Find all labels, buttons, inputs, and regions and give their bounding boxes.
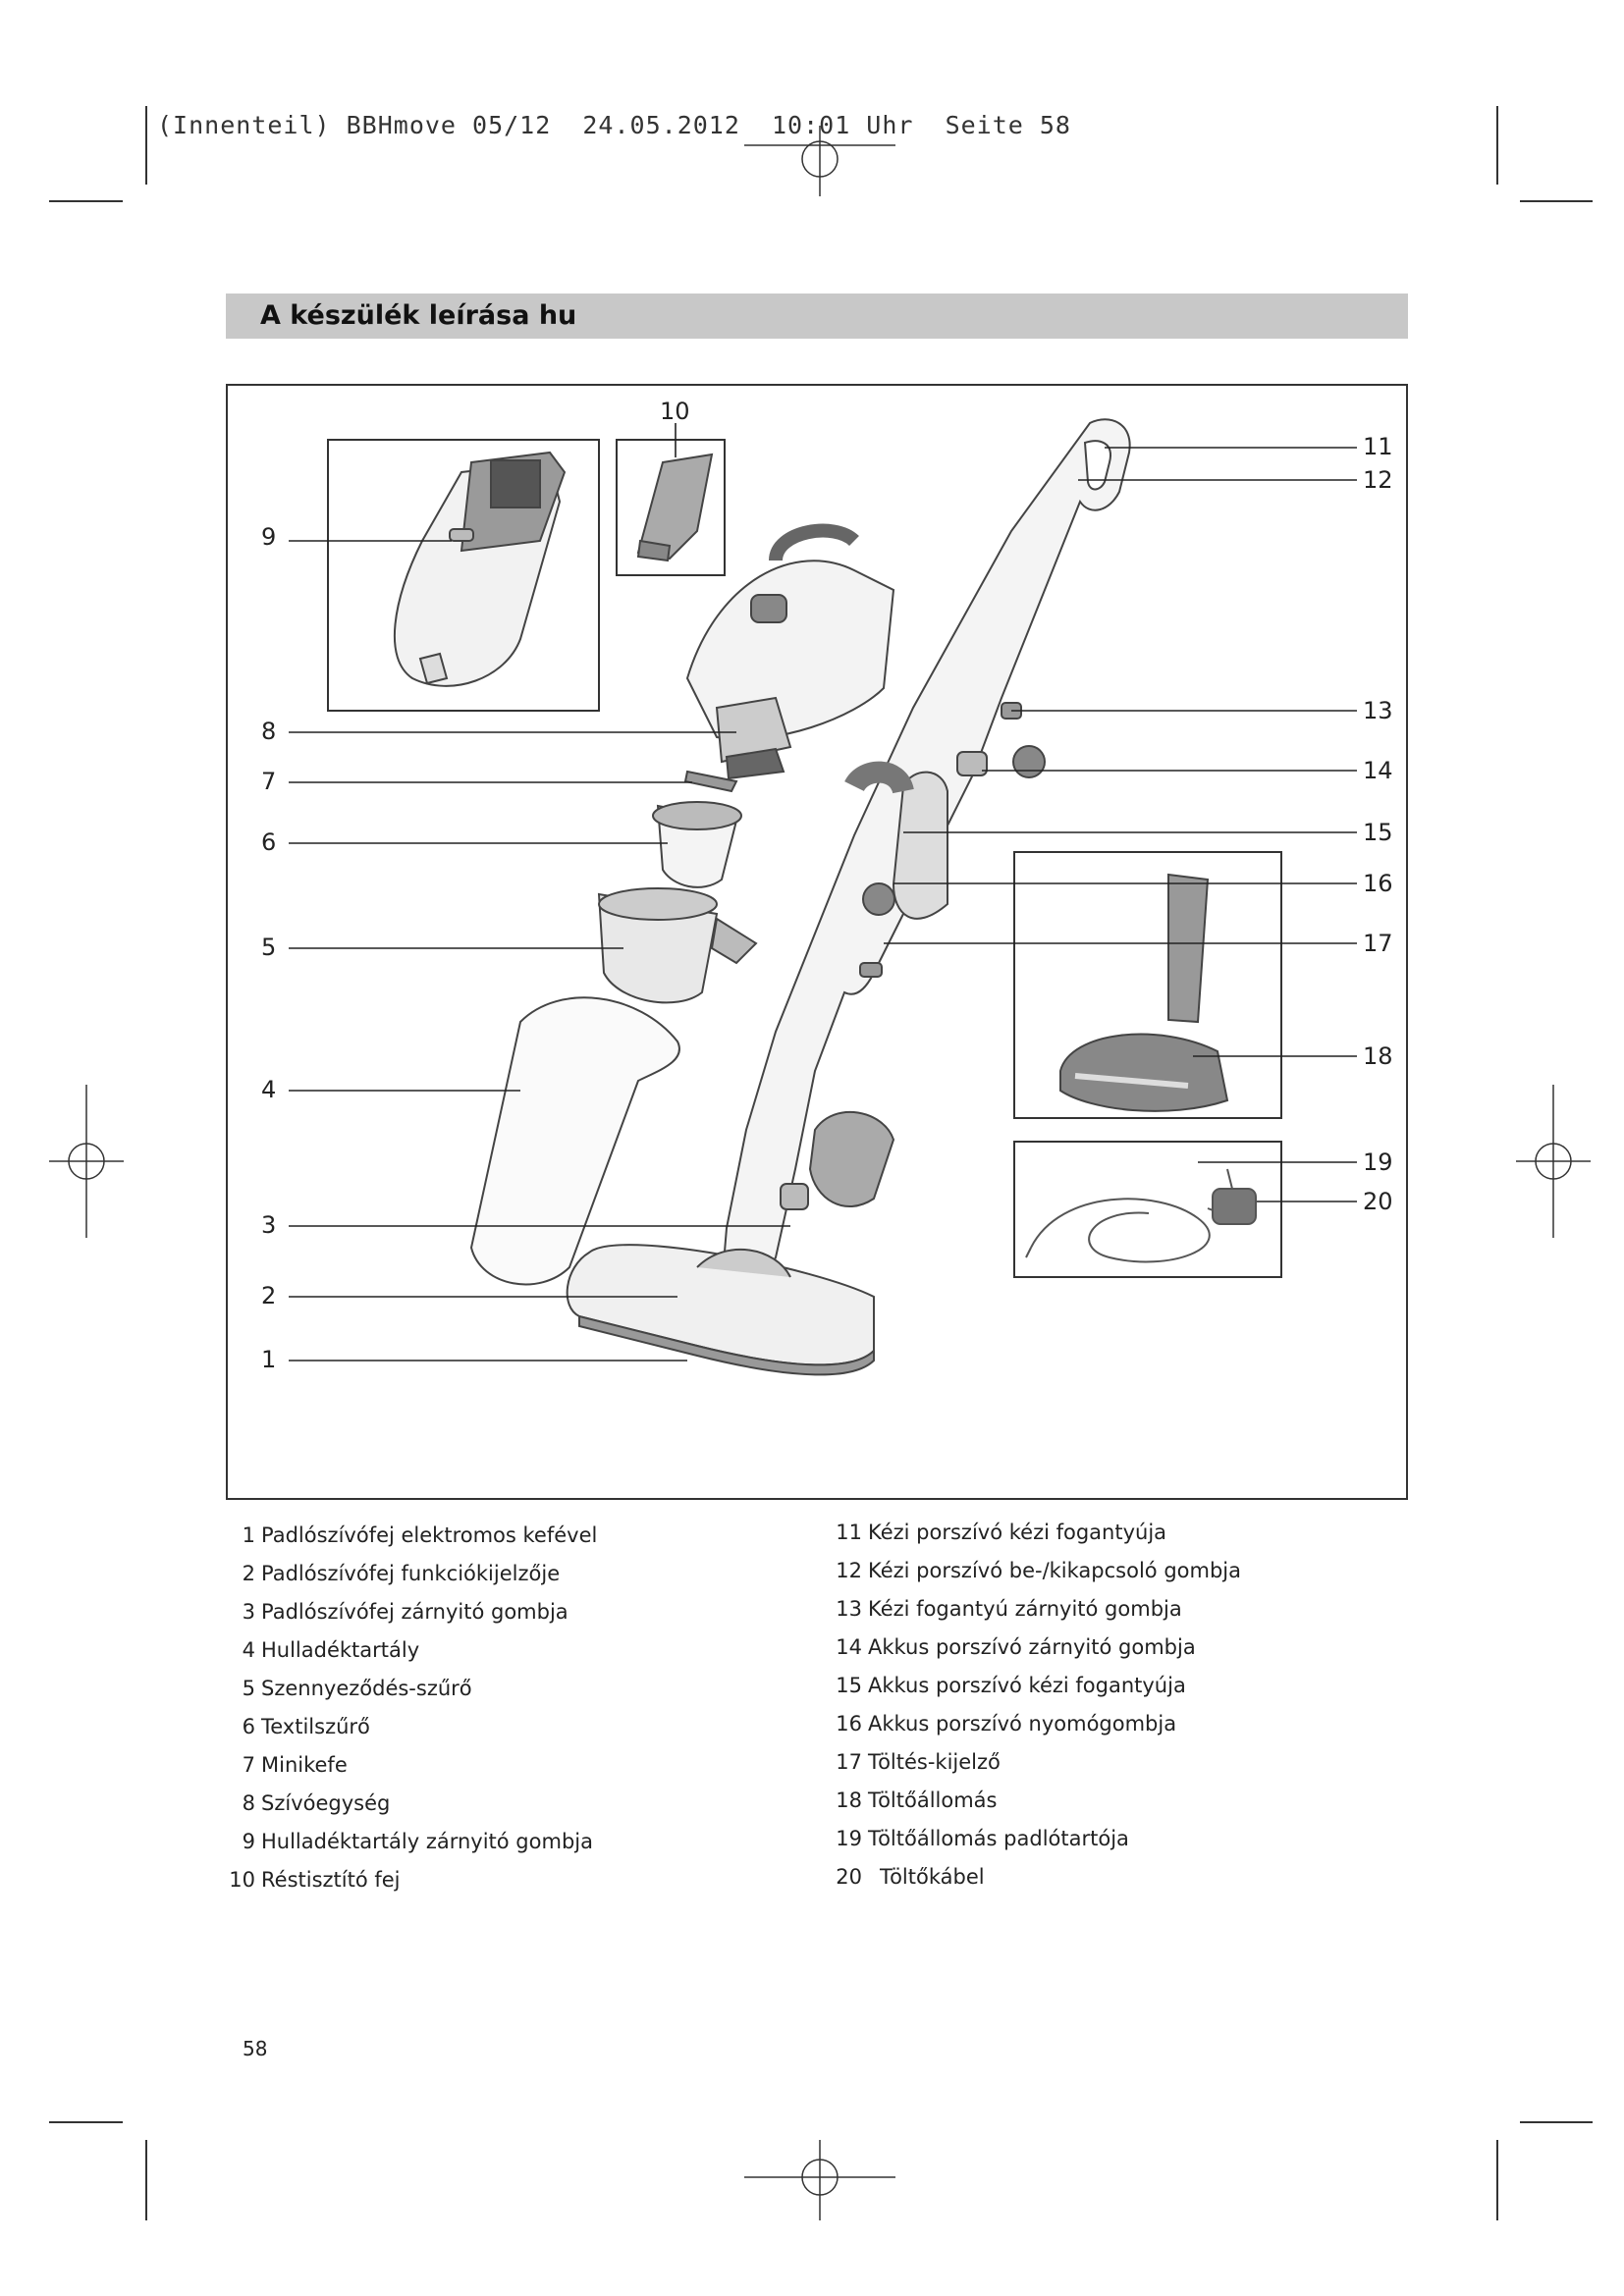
callout-5: 5 [261, 934, 277, 961]
legend-item: 20 Töltőkábel [836, 1865, 985, 1889]
section-header [226, 294, 1408, 339]
callout-19: 19 [1363, 1148, 1393, 1176]
callout-8: 8 [261, 718, 277, 745]
registration-mark-bottom [744, 2140, 895, 2220]
legend-item: 18 Töltőállomás [836, 1789, 998, 1812]
callout-4: 4 [261, 1076, 277, 1103]
callout-11: 11 [1363, 433, 1393, 460]
legend-item: 7 Minikefe [242, 1753, 348, 1777]
legend-item: 19 Töltőállomás padlótartója [836, 1827, 1129, 1850]
legend-item: 6 Textilszűrő [242, 1715, 370, 1738]
legend-item: 14 Akkus porszívó zárnyitó gombja [836, 1635, 1196, 1659]
section-title: A készülék leírása hu [260, 300, 577, 331]
callout-12: 12 [1363, 466, 1393, 494]
callout-3: 3 [261, 1211, 277, 1239]
legend-item: 17 Töltés-kijelző [836, 1750, 1001, 1774]
callout-13: 13 [1363, 697, 1393, 724]
legend-item: 2 Padlószívófej funkciókijelzője [242, 1562, 561, 1585]
callout-17: 17 [1363, 930, 1393, 957]
callout-20: 20 [1363, 1188, 1393, 1215]
legend-item: 13 Kézi fogantyú zárnyitó gombja [836, 1597, 1182, 1621]
page-number: 58 [243, 2037, 268, 2060]
print-slug: (Innenteil) BBHmove 05/12 24.05.2012 10:01 Uhr Seite 58 [157, 111, 1071, 139]
device-figure [226, 384, 1408, 1500]
legend-item: 12 Kézi porszívó be-/kikapcsoló gombja [836, 1559, 1241, 1582]
callout-16: 16 [1363, 870, 1393, 897]
legend-item: 1 Padlószívófej elektromos kefével [242, 1523, 598, 1547]
callout-14: 14 [1363, 757, 1393, 784]
callout-18: 18 [1363, 1042, 1393, 1070]
legend-item: 10 Réstisztító fej [229, 1868, 401, 1892]
callout-7: 7 [261, 768, 277, 795]
registration-mark-right [1516, 1085, 1591, 1238]
callout-2: 2 [261, 1282, 277, 1309]
legend-item: 3 Padlószívófej zárnyitó gombja [242, 1600, 568, 1624]
legend-item: 4 Hulladéktartály [242, 1638, 420, 1662]
legend-item: 11 Kézi porszívó kézi fogantyúja [836, 1521, 1167, 1544]
legend-item: 15 Akkus porszívó kézi fogantyúja [836, 1674, 1186, 1697]
callout-9: 9 [261, 523, 277, 551]
legend-item: 9 Hulladéktartály zárnyitó gombja [242, 1830, 593, 1853]
callout-10: 10 [660, 398, 690, 425]
legend-item: 8 Szívóegység [242, 1791, 391, 1815]
callout-6: 6 [261, 828, 277, 856]
legend-item: 5 Szennyeződés-szűrő [242, 1677, 472, 1700]
legend-item: 16 Akkus porszívó nyomógombja [836, 1712, 1177, 1735]
registration-mark-left [49, 1085, 124, 1238]
callout-15: 15 [1363, 819, 1393, 846]
callout-1: 1 [261, 1346, 277, 1373]
